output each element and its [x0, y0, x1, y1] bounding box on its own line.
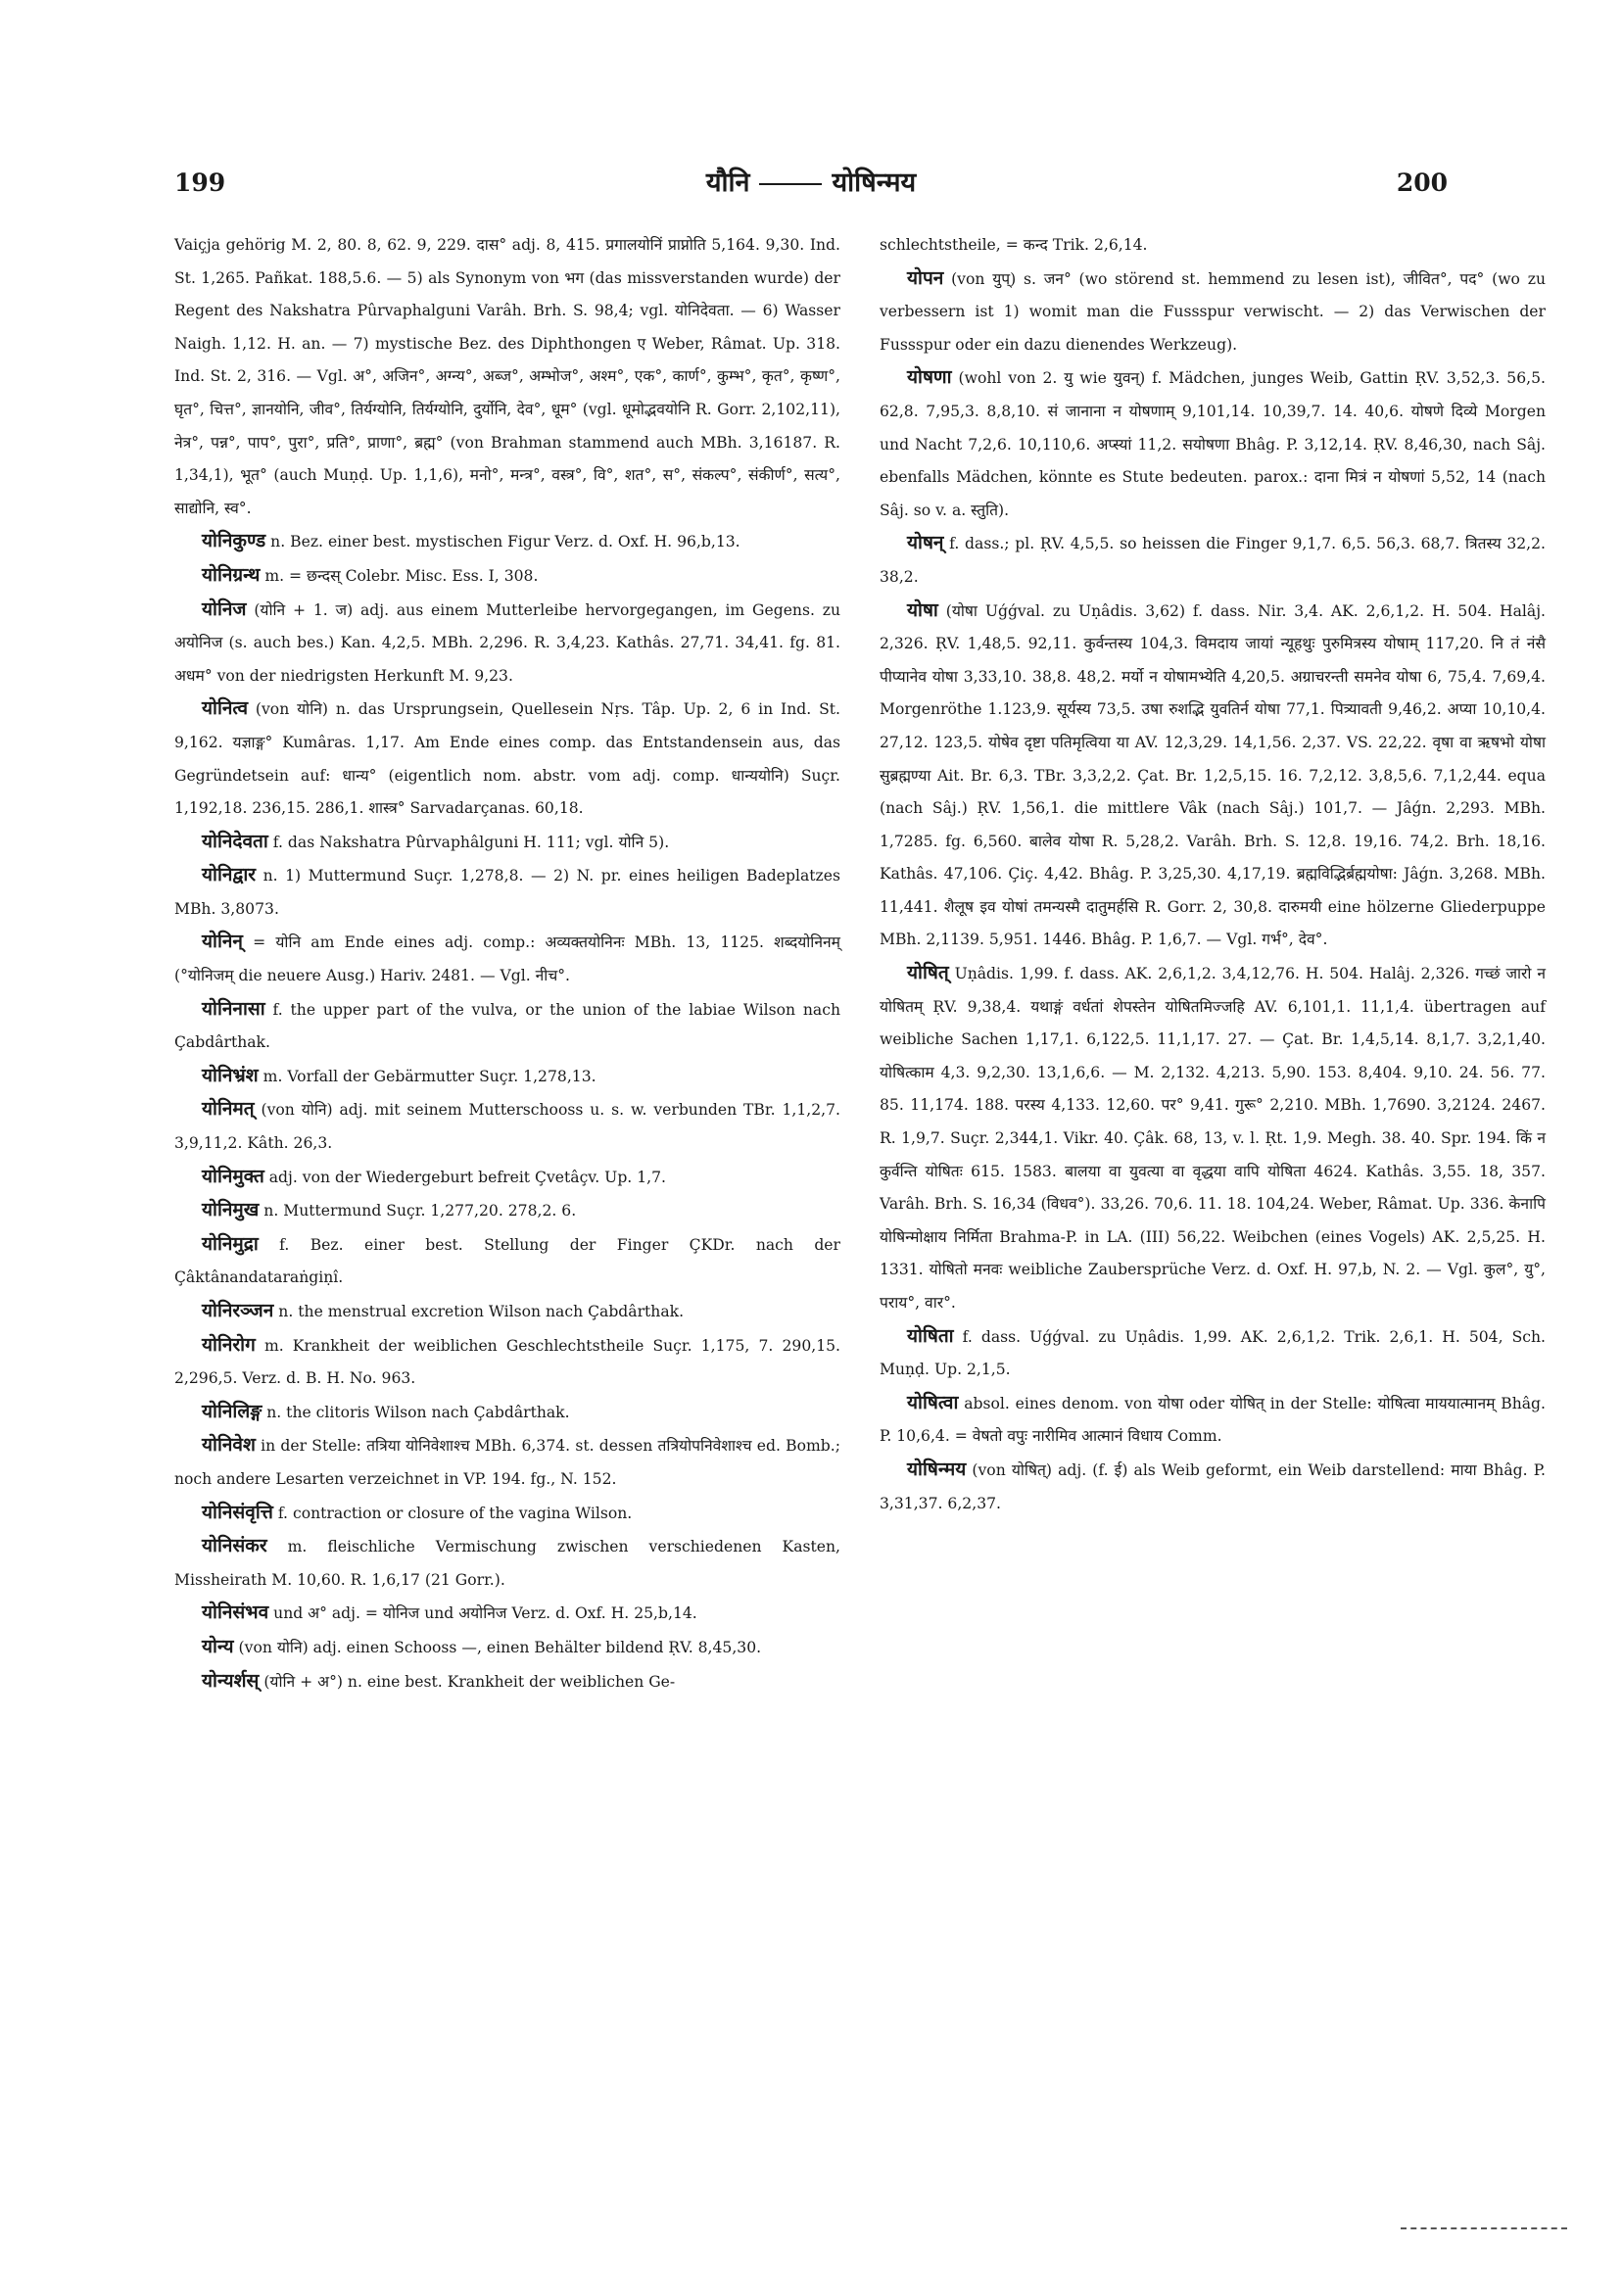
- dictionary-entry: [174, 1497, 840, 1531]
- title-dash: [759, 183, 822, 185]
- entry-text: (योषा Uǵǵval. zu Uṇâdis. 3,62) f. dass. Nir. 3,4. AK. 2,6,1,2. H. 504. Halâj. 2,326. ṚV. 1,48,5. 92,11. कुर्वन्तस्य 104,3. विमदाय जायां न्यूहथुः पुरुमित्रस्य योषाम् 117,20. नि तं नंसै पीप्यानेव योषा 3,33,10. 38,8. 48,2. मर्यो न योषामभ्येति 4,20,5. अग्राचरन्ती समनेव योषा 6, 75,4. 7,69,4. Morgenröthe 1.123,9. सूर्यस्य 73,5. उषा रुशद्भि युवतिर्न योषा 77,1. पित्र्यावती 9,46,2. अप्या 10,10,4. 27,12. 123,5. योषेव दृष्टा पतिमृत्विया या AV. 12,3,29. 14,1,56. 2,37. VS. 22,22. वृषा वा ऋषभो योषा सुब्रह्मण्या Ait. Br. 6,3. TBr. 3,3,2,2. Çat. Br. 1,2,5,15. 16. 7,2,12. 3,8,5,6. 7,1,2,44. equa (nach Sâj.) ṚV. 1,56,1. die mittlere Vâk (nach Sâj.) 101,7. — Jâǵn. 2,293. MBh. 1,7285. fg. 6,560. बालेव योषा R. 5,28,2. Varâh. Brh. S. 12,8. 19,16. 74,2. Brh. 18,16. Kathâs. 47,106. Çiç. 4,42. Bhâg. P. 3,25,30. 4,17,19. ब्रह्मविद्भिर्ब्रह्मयोषा: Jâǵn. 3,268. MBh. 11,441. शैलूष इव योषां तमन्यस्मै दातुमर्हसि R. Gorr. 2, 30,8. दारुमयी eine hölzerne Gliederpuppe MBh. 2,1139. 5,951. 1446. Bhâg. P. 1,6,7. — Vgl. गर्भ°, देव°.: [880, 601, 1546, 949]
- entry-headword: योनिवेश: [202, 1434, 256, 1457]
- entry-headword: योनिलिङ्ग: [202, 1400, 262, 1422]
- entry-headword: योषन्: [907, 532, 944, 554]
- dictionary-entry: [880, 527, 1546, 594]
- dictionary-entry: [174, 525, 840, 559]
- entry-text: n. the clitoris Wilson nach Çabdârthak.: [266, 1403, 570, 1421]
- entry-text: Vaiçja gehörig M. 2, 80. 8, 62. 9, 229. दास° adj. 8, 415. प्रगालयोनिं प्राप्नोति 5,164. 9,30. Ind. St. 1,265. Pañkat. 188,5.6. — 5) als Synonym von भग (das missverstanden wurde) der Regent des Nakshatra Pûrvaphalguni Varâh. Brh. S. 98,4; vgl. योनिदेवता. — 6) Wasser Naigh. 1,12. H. an. — 7) mystische Bez. des Diphthongen ए Weber, Râmat. Up. 318. Ind. St. 2, 316. — Vgl. अ°, अजिन°, अग्न्य°, अब्ज°, अम्भोज°, अश्म°, एक°, कार्ण°, कुम्भ°, कृत°, कृष्ण°, घृत°, चित्त°, ज्ञानयोनि, जीव°, तिर्यग्योनि, तिर्यग्योनि, दुर्योनि, देव°, धूम° (vgl. धूमोद्भवयोनि R. Gorr. 2,102,11), नेत्र°, पन्न°, पाप°, पुरा°, प्रति°, प्राणा°, ब्रह्म° (von Brahman stammend auch MBh. 3,16187. R. 1,34,1), भूत° (auch Muṇḍ. Up. 1,1,6), मनो°, मन्त्र°, वस्त्र°, वि°, शत°, स°, संकल्प°, संकीर्ण°, सत्य°, साद्योनि, स्व°.: [174, 236, 840, 517]
- entry-text: f. the upper part of the vulva, or the union of the labiae Wilson nach Çabdârthak.: [174, 1000, 840, 1052]
- entry-text: adj. von der Wiedergeburt befreit Çvetâçv. Up. 1,7.: [268, 1168, 666, 1186]
- entry-headword: योनिन्: [202, 931, 243, 953]
- dictionary-entry: [174, 859, 840, 926]
- entry-text: m. = छन्दस् Colebr. Misc. Ess. I, 308.: [264, 566, 539, 585]
- entry-text: f. das Nakshatra Pûrvaphâlguni H. 111; vgl. योनि 5).: [272, 833, 670, 851]
- dictionary-entry: [174, 594, 840, 694]
- entry-headword: योनिदेवता: [202, 830, 268, 852]
- entry-headword: योनिभ्रंश: [202, 1064, 259, 1086]
- entry-headword: योनिनासा: [202, 997, 265, 1020]
- entry-text: (wohl von 2. यु wie युवन्) f. Mädchen, junges Weib, Gattin ṚV. 3,52,3. 56,5. 62,8. 7,95,3. 8,8,10. सं जानाना न योषणाम् 9,101,14. 10,39,7. 14. 40,6. योषणे दिव्ये Morgen und Nacht 7,2,6. 10,110,6. अप्स्यां 11,2. सयोषणा Bhâg. P. 3,12,14. ṚV. 8,46,30, nach Sâj. ebenfalls Mädchen, könnte es Stute bedeuten. parox.: दाना मित्रं न योषणां 5,52, 14 (nach Sâj. so v. a. स्तुति).: [880, 369, 1546, 519]
- entry-headword: योषा: [907, 598, 938, 621]
- entry-headword: योनित्व: [202, 697, 249, 720]
- entry-headword: योनिरञ्जन: [202, 1300, 274, 1321]
- entry-text: (von योनि) adj. einen Schooss —, einen Behälter bildend ṚV. 8,45,30.: [238, 1638, 762, 1656]
- entry-text: (von योनि) n. das Ursprungsein, Quellesein Nṛs. Tâp. Up. 2, 6 in Ind. St. 9,162. यज्ञाङ्ग° Kumâras. 1,17. Am Ende eines comp. das Entstandensein aus, das Gegründetsein auf: धान्य° (eigentlich nom. abstr. vom adj. comp. धान्ययोनि) Suçr. 1,192,18. 236,15. 286,1. शास्त्र° Sarvadarçanas. 60,18.: [174, 700, 840, 818]
- dictionary-entry: [174, 1228, 840, 1295]
- entry-text: f. dass.; pl. ṚV. 4,5,5. so heissen die Finger 9,1,7. 6,5. 56,3. 68,7. त्रितस्य 32,2. 38,2.: [880, 535, 1546, 586]
- dictionary-entry: [880, 595, 1546, 958]
- dictionary-entry: [174, 1530, 840, 1597]
- dictionary-entry: [174, 229, 840, 525]
- entry-headword: योनिद्वार: [202, 864, 257, 886]
- entry-headword: योषित्वा: [907, 1391, 959, 1413]
- running-title: [174, 163, 1448, 199]
- entry-headword: योपन: [907, 266, 944, 289]
- dictionary-entry: [174, 993, 840, 1060]
- right-page-number: 200: [1396, 168, 1448, 197]
- entry-headword: योनिकुण्ड: [202, 530, 266, 552]
- dictionary-entry: [174, 1194, 840, 1228]
- entry-headword: योनिज: [202, 598, 247, 620]
- entry-headword: योनिमुद्रा: [202, 1232, 259, 1255]
- entry-headword: योन्यर्शस्: [202, 1669, 260, 1692]
- left-page-number: 199: [174, 168, 226, 197]
- entry-headword: योषिन्मय: [907, 1458, 967, 1480]
- entry-text: f. dass. Uǵǵval. zu Uṇâdis. 1,99. AK. 2,6,1,2. Trik. 2,6,1. H. 504, Sch. Muṇḍ. Up. 2,1,5.: [880, 1327, 1546, 1379]
- left-column: [174, 229, 840, 1698]
- entry-headword: योन्य: [202, 1635, 234, 1657]
- entry-text: f. Bez. einer best. Stellung der Finger ÇKDr. nach der Çâktânandataraṅgiṇî.: [174, 1235, 840, 1287]
- entry-headword: योनिसंकर: [202, 1535, 267, 1557]
- entry-text: und अ° adj. = योनिज und अयोनिज Verz. d. Oxf. H. 25,b,14.: [273, 1604, 697, 1623]
- entry-headword: योषणा: [907, 366, 952, 389]
- page-header: [174, 168, 1448, 208]
- entry-headword: योषिता: [907, 1324, 954, 1347]
- entry-text: (von युप्) s. जन° (wo störend st. hemmend zu lesen ist), जीवित°, पद° (wo zu verbessern ist 1) womit man die Fussspur verwischt. — 2) das Verwischen der Fussspur oder ein dazu dienendes Werkzeug).: [880, 269, 1546, 354]
- dictionary-entry: [880, 361, 1546, 527]
- entry-headword: योषित्: [907, 962, 949, 984]
- dictionary-entry: [174, 1597, 840, 1631]
- right-column: [880, 229, 1546, 1520]
- running-title-end: योषिन्मय: [832, 167, 917, 198]
- entry-text: n. the menstrual excretion Wilson nach Çabdârthak.: [278, 1303, 685, 1320]
- entry-headword: योनिमुक्त: [202, 1165, 264, 1187]
- entry-headword: योनिसंवृत्ति: [202, 1501, 273, 1523]
- entry-text: schlechtstheile, = कन्द Trik. 2,6,14.: [880, 236, 1148, 254]
- entry-text: m. Vorfall der Gebärmutter Suçr. 1,278,13.: [262, 1067, 596, 1085]
- dictionary-entry: [174, 1631, 840, 1665]
- entry-headword: योनिग्रन्थ: [202, 563, 261, 586]
- dictionary-entry: [174, 1329, 840, 1396]
- entry-text: n. Muttermund Suçr. 1,277,20. 278,2. 6.: [263, 1202, 577, 1220]
- entry-text: (योनि + 1. ज) adj. aus einem Mutterleibe hervorgegangen, im Gegens. zu अयोनिज (s. auch bes.) Kan. 4,2,5. MBh. 2,296. R. 3,4,23. Kathâs. 27,71. 34,41. fg. 81. अधम° von der niedrigsten Herkunft M. 9,23.: [174, 600, 840, 685]
- entry-text: Uṇâdis. 1,99. f. dass. AK. 2,6,1,2. 3,4,12,76. H. 504. Halâj. 2,326. गच्छं जारो न योषितम् ṚV. 9,38,4. यथाङ्गं वर्धतां शेपस्तेन योषितमिज्जहि AV. 6,101,1. 11,1,4. übertragen auf weibliche Sachen 1,17,1. 6,122,5. 11,1,17. 27. — Çat. Br. 1,4,5,14. 8,1,7. 3,2,1,40. योषित्काम 4,3. 9,2,30. 13,1,6,6. — M. 2,132. 4,213. 5,90. 153. 8,404. 9,10. 24. 56. 77. 85. 11,174. 188. परस्य 4,133. 12,60. पर° 9,41. गुरू° 2,210. MBh. 1,7690. 3,2124. 2467. R. 1,9,7. Suçr. 2,344,1. Vikr. 40. Çâk. 68, 13, v. l. Ṛt. 1,9. Megh. 38. 40. Spr. 194. किं न कुर्वन्ति योषितः 615. 1583. बालया वा युवत्या वा वृद्धया वापि योषिता 4624. Kathâs. 3,55. 18, 357. Varâh. Brh. S. 16,34 (विधव°). 33,26. 70,6. 11. 18. 104,24. Weber, Râmat. Up. 336. केनापि योषिन्मोक्षाय निर्मिता Brahma-P. in LA. (III) 56,22. Weibchen (eines Vogels) AK. 2,5,25. H. 1331. योषितो मनवः weibliche Zaubersprüche Verz. d. Oxf. H. 97,b, N. 2. — Vgl. कुल°, यु°, पराय°, वार°.: [880, 965, 1546, 1312]
- entry-headword: योनिसंभव: [202, 1602, 269, 1624]
- entry-text: (von योनि) adj. mit seinem Mutterschooss u. s. w. verbunden TBr. 1,1,2,7. 3,9,11,2. Kâth. 26,3.: [174, 1101, 840, 1153]
- entry-text: (योनि + अ°) n. eine best. Krankheit der weiblichen Ge-: [263, 1672, 676, 1691]
- dictionary-entry: [880, 1454, 1546, 1520]
- dictionary-entry: [174, 1093, 840, 1160]
- dictionary-entry: [880, 1387, 1546, 1454]
- footer-rule: [1401, 2227, 1567, 2229]
- entry-text: n. Bez. einer best. mystischen Figur Verz. d. Oxf. H. 96,b,13.: [270, 533, 740, 551]
- dictionary-entry: [174, 1665, 840, 1699]
- dictionary-entry: [174, 559, 840, 594]
- dictionary-entry: [174, 1295, 840, 1329]
- dictionary-entry: [174, 1060, 840, 1094]
- dictionary-entry: [880, 229, 1546, 263]
- entry-text: n. 1) Muttermund Suçr. 1,278,8. — 2) N. pr. eines heiligen Badeplatzes MBh. 3,8073.: [174, 867, 840, 918]
- dictionary-entry: [174, 693, 840, 825]
- dictionary-entry: [880, 957, 1546, 1320]
- dictionary-entry: [174, 826, 840, 860]
- entry-text: m. Krankheit der weiblichen Geschlechtstheile Suçr. 1,175, 7. 290,15. 2,296,5. Verz. d. B. H. No. 963.: [174, 1336, 840, 1388]
- running-title-start: यौनि: [705, 167, 750, 198]
- entry-text: = योनि am Ende eines adj. comp.: अव्यक्तयोनिनः MBh. 13, 1125. शब्दयोनिनम् (°योनिजम् die neuere Ausg.) Hariv. 2481. — Vgl. नीच°.: [174, 933, 840, 985]
- dictionary-entry: [174, 1396, 840, 1430]
- entry-headword: योनिमत्: [202, 1098, 255, 1121]
- dictionary-entry: [174, 1161, 840, 1195]
- entry-headword: योनिरोग: [202, 1333, 256, 1356]
- dictionary-entry: [880, 1320, 1546, 1387]
- entry-text: in der Stelle: तत्रिया योनिवेशाश्च MBh. 6,374. st. dessen तत्रियोपनिवेशाश्च ed. Bomb.; noch andere Lesarten verzeichnet in VP. 194. fg., N. 152.: [174, 1437, 840, 1488]
- entry-text: absol. eines denom. von योषा oder योषित् in der Stelle: योषित्वा माययात्मानम् Bhâg. P. 10,6,4. = वेषतो वपुः नारीमिव आत्मानं विधाय Comm.: [880, 1394, 1546, 1446]
- entry-headword: योनिमुख: [202, 1199, 260, 1221]
- entry-text: (von योषित्) adj. (f. ई) als Weib geformt, ein Weib darstellend: माया Bhâg. P. 3,31,37. 6,2,37.: [880, 1460, 1546, 1512]
- dictionary-entry: [174, 1429, 840, 1496]
- entry-text: f. contraction or closure of the vagina Wilson.: [277, 1504, 633, 1522]
- entry-text: m. fleischliche Vermischung zwischen verschiedenen Kasten, Missheirath M. 10,60. R. 1,6,17 (21 Gorr.).: [174, 1538, 840, 1589]
- dictionary-entry: [880, 263, 1546, 362]
- dictionary-entry: [174, 926, 840, 992]
